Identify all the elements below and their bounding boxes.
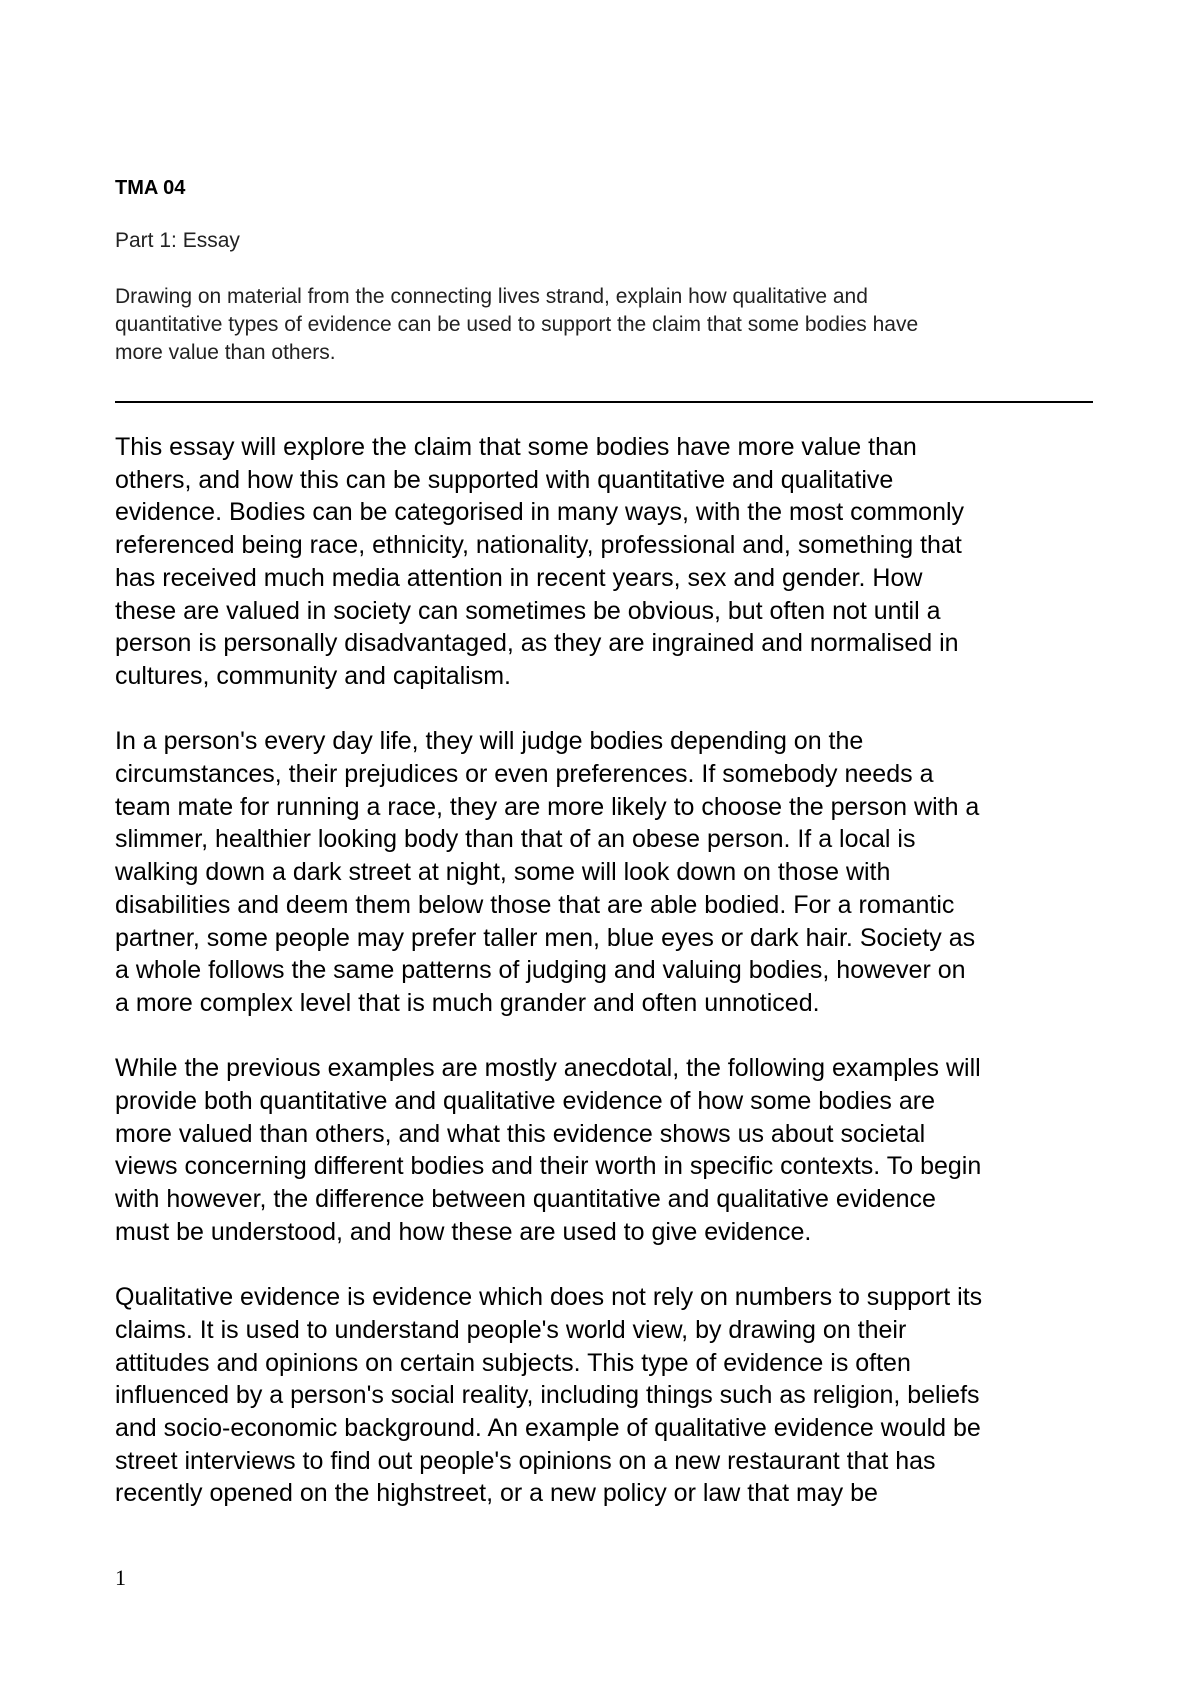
essay-paragraph-4: Qualitative evidence is evidence which does not rely on numbers to support its claims. It is used to understand people's world view, by drawing on their attitudes and opinions on certain subjects. This type of evidence is often influenced by a person's social reality, including things such as religion, beliefs and socio-economic background. An example of qualitative evidence would be street interviews to find out people's opinions on a new restaurant that has recently opened on the highstreet, or a new policy or law that may be <box>115 1283 983 1508</box>
horizontal-divider <box>115 401 1093 403</box>
page-number: 1 <box>115 1565 126 1590</box>
essay-paragraph-2: In a person's every day life, they will judge bodies depending on the circumstances, their prejudices or even preferences. If somebody needs a team mate for running a race, they are more likely to choose the person with a slimmer, healthier looking body than that of an obese person. If a local is walking down a dark street at night, some will look down on those with disabilities and deem them below those that are able bodied. For a romantic partner, some people may prefer taller men, blue eyes or dark hair. Society as a whole follows the same patterns of judging and valuing bodies, however on a more complex level that is much grander and often unnoticed. <box>115 727 980 1017</box>
essay-body <box>115 431 1105 1543</box>
document-header <box>115 176 1095 367</box>
part-label: Part 1: Essay <box>115 229 240 252</box>
essay-question: Drawing on material from the connecting lives strand, explain how qualitative and quantitative types of evidence can be used to support the claim that some bodies have more value than others. <box>115 285 919 364</box>
document-title: TMA 04 <box>115 177 186 199</box>
essay-paragraph-3: While the previous examples are mostly anecdotal, the following examples will provide both quantitative and qualitative evidence of how some bodies are more valued than others, and what this evidence shows us about societal views concerning different bodies and their worth in specific contexts. To begin with however, the difference between quantitative and qualitative evidence must be understood, and how these are used to give evidence. <box>115 1054 982 1246</box>
essay-paragraph-1: This essay will explore the claim that some bodies have more value than others, and how this can be supported with quantitative and qualitative evidence. Bodies can be categorised in many ways, with the most commonly referenced being race, ethnicity, nationality, professional and, something that has received much media attention in recent years, sex and gender. How these are valued in society can sometimes be obvious, but often not until a person is personally disadvantaged, as they are ingrained and normalised in cultures, community and capitalism. <box>115 433 965 690</box>
